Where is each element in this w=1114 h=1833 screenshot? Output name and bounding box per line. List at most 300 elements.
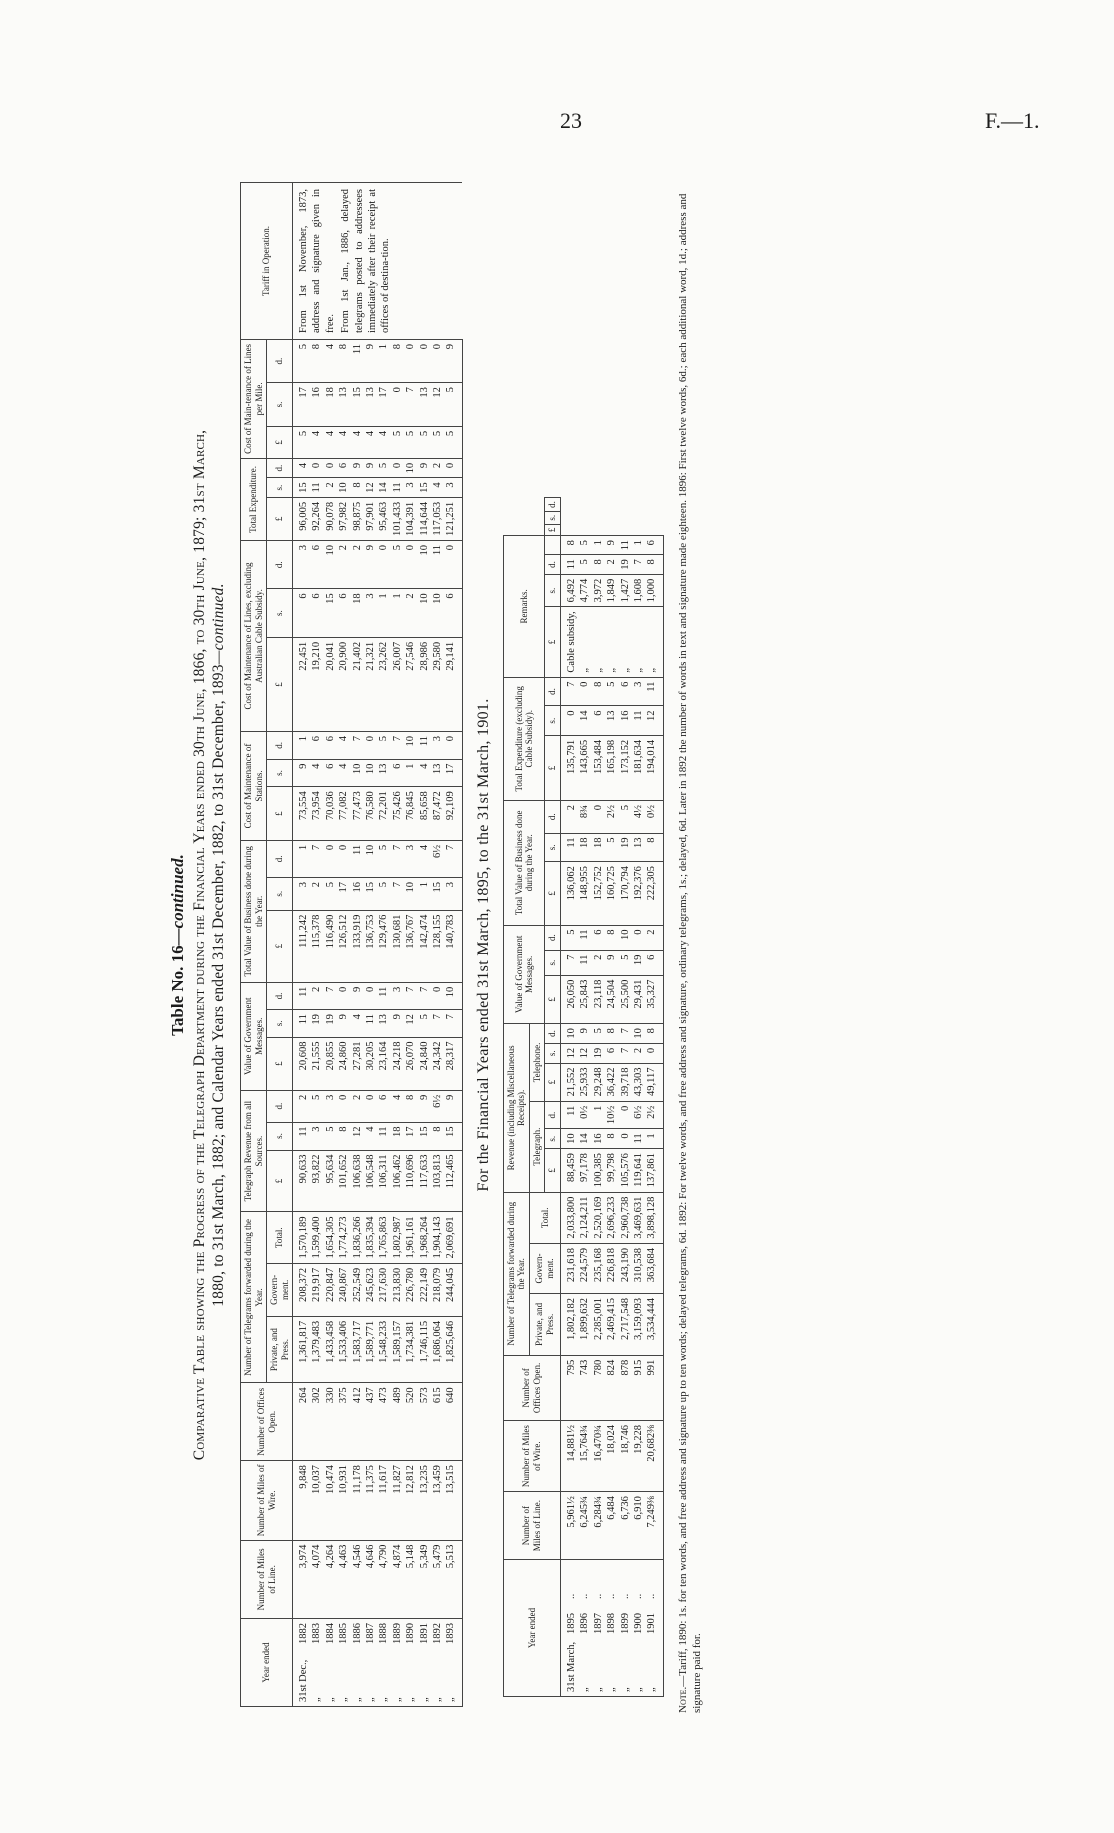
remark-text: „ — [645, 607, 663, 677]
amount-pounds: 4 — [310, 426, 323, 458]
cell-line: 4,874 — [391, 1540, 404, 1618]
cell-gov: 226,818 — [605, 1243, 618, 1293]
lsd-pence-header: d. — [267, 982, 293, 1009]
amount-pence: 7 — [391, 840, 404, 877]
lsd-pence-header: d. — [545, 1101, 561, 1129]
year-cell — [324, 1619, 337, 1707]
col-offices: Number of Offices Open. — [241, 1383, 293, 1461]
amount-pounds: 26,007 — [391, 637, 404, 731]
amount-pence: 2 — [645, 925, 663, 950]
leader-dots: .. — [646, 1593, 658, 1599]
amount-pounds: 111,242 — [293, 910, 311, 982]
amount-shillings: 13 — [364, 383, 377, 427]
amount-shillings: 13 — [431, 759, 444, 787]
amount-pence: 10 — [444, 982, 462, 1009]
amount-shillings: 8 — [605, 1129, 618, 1149]
col-revenue: Telegraph Revenue from all Sources. — [241, 1090, 267, 1212]
amount-pence: 5 — [377, 732, 390, 760]
amount-shillings: 9 — [293, 759, 311, 787]
cell-gov: 220,847 — [324, 1263, 337, 1316]
amount-shillings: 9 — [605, 950, 618, 975]
comparative-table-1882-1893 — [240, 182, 463, 1707]
amount-pence: 0 — [337, 840, 350, 877]
amount-shillings: 14 — [578, 1129, 591, 1149]
col-business: Total Value of Business done during the Year. — [241, 840, 267, 982]
amount-shillings: 8 — [592, 555, 605, 575]
lsd-pound-header: £ — [267, 1150, 293, 1212]
amount-shillings: 7 — [444, 1010, 462, 1037]
amount-shillings: 2 — [324, 478, 337, 498]
amount-shillings: 19 — [592, 1043, 605, 1063]
amount-pounds: 106,311 — [377, 1150, 390, 1212]
amount-pence: 0 — [418, 340, 431, 383]
cell-private: 2,717,548 — [619, 1293, 632, 1355]
amount-shillings: 19 — [619, 833, 632, 862]
amount-pounds: 3,972 — [592, 574, 605, 607]
cell-total: 3,469,631 — [632, 1192, 645, 1243]
cell-total: 3,898,128 — [645, 1192, 663, 1243]
cell-offices: 489 — [391, 1383, 404, 1461]
cell-private: 3,159,093 — [632, 1293, 645, 1355]
year-prefix: „ — [365, 1697, 377, 1702]
amount-pounds: 90,078 — [324, 497, 337, 540]
remark-text: „ — [578, 607, 591, 677]
amount-pounds: 101,433 — [391, 497, 404, 540]
amount-pence: 0½ — [578, 1101, 591, 1129]
cell-wire: 18,746 — [619, 1421, 632, 1492]
table-row — [293, 183, 311, 1707]
cell-offices: 264 — [293, 1383, 311, 1461]
amount-pence: 0 — [364, 982, 377, 1009]
cell-private: 1,899,632 — [578, 1293, 591, 1355]
amount-shillings: 12 — [351, 1122, 364, 1150]
amount-shillings: 8 — [351, 478, 364, 498]
amount-pence: 1 — [592, 536, 605, 555]
year-prefix: „ — [351, 1697, 363, 1702]
series-code: F.—1. — [985, 108, 1040, 133]
amount-pounds: 36,422 — [605, 1063, 618, 1101]
lsd-pound-header: £ — [545, 1149, 561, 1193]
amount-pounds: 27,281 — [351, 1037, 364, 1090]
amount-pence: 8 — [605, 1024, 618, 1044]
amount-shillings: 15 — [351, 383, 364, 427]
amount-shillings: 12 — [560, 1043, 578, 1063]
year-value: 1899 — [619, 1613, 631, 1634]
amount-shillings: 5 — [377, 877, 390, 910]
amount-shillings: 13 — [377, 1010, 390, 1037]
amount-pence: 11 — [578, 925, 591, 950]
col-year-ended: Year ended — [503, 1560, 560, 1697]
amount-shillings: 5 — [619, 950, 632, 975]
amount-pounds: 4 — [364, 426, 377, 458]
amount-pence: 11 — [645, 677, 663, 706]
year-prefix: „ — [579, 1687, 591, 1692]
amount-shillings: 6 — [293, 589, 311, 637]
amount-pence: 7 — [391, 732, 404, 760]
table-row — [364, 183, 377, 1707]
amount-pence: 9 — [578, 1024, 591, 1044]
year-cell — [391, 1619, 404, 1707]
footnote: Note.—Tariff, 1890: 1s. for ten words, and free address and signature up to ten words; delayed telegrams, 6d. 1892: For twelve words, and free address and signature, ordinary telegrams, 1s.; delayed, 6d. Later in 1892 the number of words in text and signature made eighteen. 1896: First twelve words, 6d.; each additional word, 1d.; address and signature paid for. — [676, 193, 703, 1713]
table-row — [418, 183, 431, 1707]
year-value: 1886 — [351, 1623, 363, 1644]
amount-pounds: 192,376 — [632, 862, 645, 925]
amount-pounds: 126,512 — [337, 910, 350, 982]
amount-pounds: 92,109 — [444, 787, 462, 841]
lsd-shilling-header: s. — [267, 383, 293, 427]
cell-line: 4,546 — [351, 1540, 364, 1618]
lsd-pound-header: £ — [545, 524, 561, 536]
cell-wire: 13,459 — [431, 1461, 444, 1540]
amount-pence: 7 — [560, 677, 578, 706]
amount-pounds: 121,251 — [444, 497, 462, 540]
amount-shillings: 11 — [560, 555, 578, 575]
amount-shillings: 15 — [364, 877, 377, 910]
amount-pounds: 73,554 — [293, 787, 311, 841]
lsd-pound-header: £ — [267, 787, 293, 841]
amount-pence: 9 — [351, 982, 364, 1009]
amount-pounds: 165,198 — [605, 735, 618, 800]
table-row — [578, 498, 591, 1697]
amount-pence: 5 — [377, 458, 390, 478]
amount-pounds: 136,062 — [560, 862, 578, 925]
cell-offices: 573 — [418, 1383, 431, 1461]
amount-pence: 9 — [364, 540, 377, 588]
cell-gov: 219,917 — [310, 1263, 323, 1316]
amount-pounds: 23,164 — [377, 1037, 390, 1090]
amount-shillings: 11 — [364, 1010, 377, 1037]
amount-shillings: 5 — [324, 1122, 337, 1150]
table-row — [444, 183, 462, 1707]
tariff-note-1886: From 1st Jan., 1886, delayed telegrams posted to addressees immediately after their receipt at offices of destina-tion. — [340, 189, 392, 333]
cell-total: 2,033,800 — [560, 1192, 578, 1243]
page-number: 23 — [560, 108, 582, 133]
year-cell — [560, 1560, 578, 1697]
year-cell — [418, 1619, 431, 1707]
amount-pence: 8 — [592, 677, 605, 706]
cell-line: 5,961½ — [560, 1492, 578, 1560]
col-business: Total Value of Business done during the Year. — [503, 801, 545, 926]
amount-pence: 10½ — [605, 1101, 618, 1129]
amount-shillings: 14 — [578, 706, 591, 735]
amount-shillings: 0 — [619, 1129, 632, 1149]
cell-wire: 11,617 — [377, 1461, 390, 1540]
amount-pence: 0 — [619, 1101, 632, 1129]
amount-pence: 2 — [351, 1090, 364, 1122]
amount-pence: 6 — [310, 540, 323, 588]
amount-shillings: 2 — [404, 589, 417, 637]
cell-gov: 208,372 — [293, 1263, 311, 1316]
amount-pounds: 70,036 — [324, 787, 337, 841]
amount-pounds: 128,155 — [431, 910, 444, 982]
amount-pence: 5 — [578, 536, 591, 555]
amount-pounds: 1,000 — [645, 574, 663, 607]
amount-pounds: 140,783 — [444, 910, 462, 982]
lsd-pound-header: £ — [545, 975, 561, 1024]
cell-line: 6,910 — [632, 1492, 645, 1560]
cell-total: 1,904,143 — [431, 1212, 444, 1263]
col-offices: Number of Offices Open. — [503, 1355, 560, 1420]
year-value: 1887 — [365, 1623, 377, 1644]
tariff-note-1873: From 1st November, 1873, address and signature given in free. — [298, 189, 336, 333]
col-miles-wire: Number of Miles of Wire. — [503, 1421, 560, 1492]
amount-pounds: 100,385 — [592, 1149, 605, 1193]
amount-pounds: 20,608 — [293, 1037, 311, 1090]
lsd-pound-header: £ — [545, 1063, 561, 1101]
amount-pence: 3 — [431, 732, 444, 760]
remarks-blank-header — [545, 536, 561, 555]
amount-pounds: 49,117 — [645, 1063, 663, 1101]
amount-pounds: 25,843 — [578, 975, 591, 1024]
col-miles-line: Number of Miles of Line. — [503, 1492, 560, 1560]
remark-text: „ — [632, 607, 645, 677]
year-cell — [578, 1560, 591, 1697]
amount-pounds: 93,822 — [310, 1150, 323, 1212]
year-cell — [605, 1560, 618, 1697]
cell-wire: 13,515 — [444, 1461, 462, 1540]
amount-pence: 6½ — [632, 1101, 645, 1129]
amount-pounds: 5 — [418, 426, 431, 458]
year-value: 1892 — [432, 1623, 444, 1644]
amount-shillings: 1 — [404, 759, 417, 787]
amount-pounds: 110,696 — [404, 1150, 417, 1212]
amount-pence: 11 — [377, 982, 390, 1009]
amount-pounds: 21,321 — [364, 637, 377, 731]
amount-pence: 4½ — [632, 801, 645, 834]
table-row — [632, 498, 645, 1697]
amount-pounds: 24,840 — [418, 1037, 431, 1090]
amount-pounds: 97,178 — [578, 1149, 591, 1193]
amount-pence: 9 — [364, 340, 377, 383]
amount-shillings: 2 — [605, 555, 618, 575]
amount-shillings: 4 — [351, 1010, 364, 1037]
amount-pounds: 25,500 — [619, 975, 632, 1024]
amount-pence: 11 — [351, 340, 364, 383]
amount-pence: 0 — [444, 732, 462, 760]
amount-pounds: 21,402 — [351, 637, 364, 731]
amount-pounds: 72,201 — [377, 787, 390, 841]
cell-offices: 780 — [592, 1355, 605, 1420]
amount-pence: 10 — [404, 458, 417, 478]
amount-pence: 9 — [605, 536, 618, 555]
amount-pence: 9 — [418, 1090, 431, 1122]
cell-gov: 310,538 — [632, 1243, 645, 1293]
col-government: Govern-ment. — [529, 1243, 560, 1293]
amount-pence: 0 — [364, 732, 377, 760]
amount-pence: 11 — [351, 840, 364, 877]
amount-shillings: 19 — [632, 950, 645, 975]
lsd-pence-header: d. — [545, 1024, 561, 1044]
lsd-pound-header: £ — [545, 862, 561, 925]
leader-dots: .. — [565, 1593, 577, 1599]
lsd-pence-header: d. — [545, 555, 561, 575]
cell-private: 1,746,115 — [418, 1316, 431, 1383]
year-value: 1885 — [338, 1623, 350, 1644]
amount-shillings: 2 — [632, 1043, 645, 1063]
lsd-shilling-header: s. — [267, 1010, 293, 1037]
cell-total: 2,960,738 — [619, 1192, 632, 1243]
cell-wire: 19,228 — [632, 1421, 645, 1492]
amount-pence: 3 — [632, 677, 645, 706]
amount-shillings: 10 — [337, 478, 350, 498]
amount-pounds: 26,070 — [404, 1037, 417, 1090]
year-value: 1896 — [579, 1613, 591, 1634]
amount-pounds: 137,861 — [645, 1149, 663, 1193]
amount-pounds: 22,451 — [293, 637, 311, 731]
cell-offices: 991 — [645, 1355, 663, 1420]
amount-pounds: 95,463 — [377, 497, 390, 540]
amount-pence: 9 — [364, 458, 377, 478]
amount-pence: 1 — [592, 1101, 605, 1129]
year-cell — [592, 1560, 605, 1697]
amount-pence: 0 — [364, 1090, 377, 1122]
cell-line: 5,148 — [404, 1540, 417, 1618]
year-prefix: „ — [445, 1697, 457, 1702]
col-expenditure: Total Expenditure (excluding Cable Subsidy). — [503, 677, 545, 800]
amount-shillings: 6 — [324, 759, 337, 787]
amount-pounds: 222,305 — [645, 862, 663, 925]
col-group-revenue: Revenue (including Miscellaneous Receipts). — [503, 1024, 529, 1193]
cell-gov: 363,684 — [645, 1243, 663, 1293]
amount-pounds: 181,634 — [632, 735, 645, 800]
amount-pence: 2½ — [605, 801, 618, 834]
amount-pounds: 1,608 — [632, 574, 645, 607]
table-row — [310, 183, 323, 1707]
amount-pence: 8¾ — [578, 801, 591, 834]
amount-pence: 5 — [310, 1090, 323, 1122]
amount-pence: 9 — [444, 1090, 462, 1122]
amount-pence: 5 — [605, 677, 618, 706]
col-group-telegrams: Number of Telegrams forwarded during the Year. — [503, 1192, 529, 1355]
amount-pounds: 76,580 — [364, 787, 377, 841]
cell-gov: 226,780 — [404, 1263, 417, 1316]
amount-shillings: 19 — [310, 1010, 323, 1037]
cell-offices: 640 — [444, 1383, 462, 1461]
lsd-pence-header: d. — [267, 340, 293, 383]
amount-pounds: 24,860 — [337, 1037, 350, 1090]
lsd-pence-header: d. — [545, 677, 561, 706]
lsd-shilling-header: s. — [545, 1043, 561, 1063]
amount-pounds: 5 — [391, 426, 404, 458]
cell-offices: 330 — [324, 1383, 337, 1461]
amount-pence: 8 — [560, 536, 578, 555]
amount-pounds: 19,210 — [310, 637, 323, 731]
lsd-pence-header: d. — [267, 732, 293, 760]
amount-pence: 6 — [310, 732, 323, 760]
col-total: Total. — [529, 1192, 560, 1243]
cell-total: 2,124,211 — [578, 1192, 591, 1243]
amount-pence: 2 — [337, 540, 350, 588]
amount-pounds: 75,426 — [391, 787, 404, 841]
amount-shillings: 11 — [293, 1010, 311, 1037]
amount-pounds: 112,465 — [444, 1150, 462, 1212]
amount-shillings: 3 — [404, 478, 417, 498]
amount-shillings: 1 — [418, 877, 431, 910]
cell-line: 6,736 — [619, 1492, 632, 1560]
lsd-pound-header: £ — [545, 607, 561, 677]
amount-shillings: 9 — [337, 1010, 350, 1037]
cell-wire: 11,178 — [351, 1461, 364, 1540]
cell-total: 1,599,400 — [310, 1212, 323, 1263]
amount-pounds: 21,552 — [560, 1063, 578, 1101]
cell-private: 3,534,444 — [645, 1293, 663, 1355]
lsd-pence-header: d. — [545, 801, 561, 834]
amount-pence: 8 — [337, 340, 350, 383]
cell-wire: 13,235 — [418, 1461, 431, 1540]
cell-line: 5,513 — [444, 1540, 462, 1618]
amount-pounds: 24,218 — [391, 1037, 404, 1090]
amount-shillings: 0 — [560, 706, 578, 735]
amount-shillings: 15 — [293, 478, 311, 498]
amount-pence: 8 — [645, 1024, 663, 1044]
amount-shillings: 3 — [444, 478, 462, 498]
amount-pence: 8 — [310, 340, 323, 383]
amount-pence: 7 — [324, 982, 337, 1009]
amount-pounds: 20,041 — [324, 637, 337, 731]
cell-line: 6,284¾ — [592, 1492, 605, 1560]
year-cell — [377, 1619, 390, 1707]
cell-offices: 412 — [351, 1383, 364, 1461]
lsd-shilling-header: s. — [267, 759, 293, 787]
amount-shillings: 11 — [293, 1122, 311, 1150]
year-prefix: 31st March, — [565, 1641, 577, 1692]
amount-shillings: 7 — [619, 1043, 632, 1063]
remark-text: „ — [619, 607, 632, 677]
amount-shillings: 15 — [418, 1122, 431, 1150]
year-cell — [632, 1560, 645, 1697]
amount-shillings: 8 — [337, 1122, 350, 1150]
amount-shillings: 8 — [645, 833, 663, 862]
amount-pounds: 29,141 — [444, 637, 462, 731]
cell-gov: 243,190 — [619, 1243, 632, 1293]
cell-gov: 235,168 — [592, 1243, 605, 1293]
table-row — [351, 183, 364, 1707]
cell-offices: 473 — [377, 1383, 390, 1461]
col-gov-messages: Value of Government Messages. — [503, 925, 545, 1024]
cell-offices: 743 — [578, 1355, 591, 1420]
amount-pounds: 28,317 — [444, 1037, 462, 1090]
amount-shillings: 6 — [337, 589, 350, 637]
leader-dots: .. — [606, 1593, 618, 1599]
amount-shillings: 10 — [364, 759, 377, 787]
amount-pounds: 6,492 — [560, 574, 578, 607]
amount-pence: 10 — [619, 925, 632, 950]
amount-pounds: 88,459 — [560, 1149, 578, 1193]
amount-pence: 2 — [293, 1090, 311, 1122]
amount-pence: 8 — [391, 340, 404, 383]
cell-gov: 224,579 — [578, 1243, 591, 1293]
amount-pence: 0 — [337, 982, 350, 1009]
remark-text: „ — [592, 607, 605, 677]
table-row — [391, 183, 404, 1707]
amount-pence: 10 — [404, 732, 417, 760]
amount-shillings: 10 — [560, 1129, 578, 1149]
lsd-pound-header: £ — [545, 735, 561, 800]
amount-pence: 1 — [377, 340, 390, 383]
amount-shillings: 0 — [645, 1043, 663, 1063]
amount-shillings: 5 — [605, 833, 618, 862]
amount-shillings: 1 — [645, 1129, 663, 1149]
table-row — [431, 183, 444, 1707]
lsd-pound-header: £ — [267, 1037, 293, 1090]
amount-pounds: 119,641 — [632, 1149, 645, 1193]
lsd-pence-header: d. — [267, 458, 293, 478]
amount-shillings: 1 — [391, 589, 404, 637]
lsd-shilling-header: s. — [545, 833, 561, 862]
amount-pence: 11 — [418, 732, 431, 760]
cell-private: 1,686,064 — [431, 1316, 444, 1383]
year-value: 1890 — [405, 1623, 417, 1644]
